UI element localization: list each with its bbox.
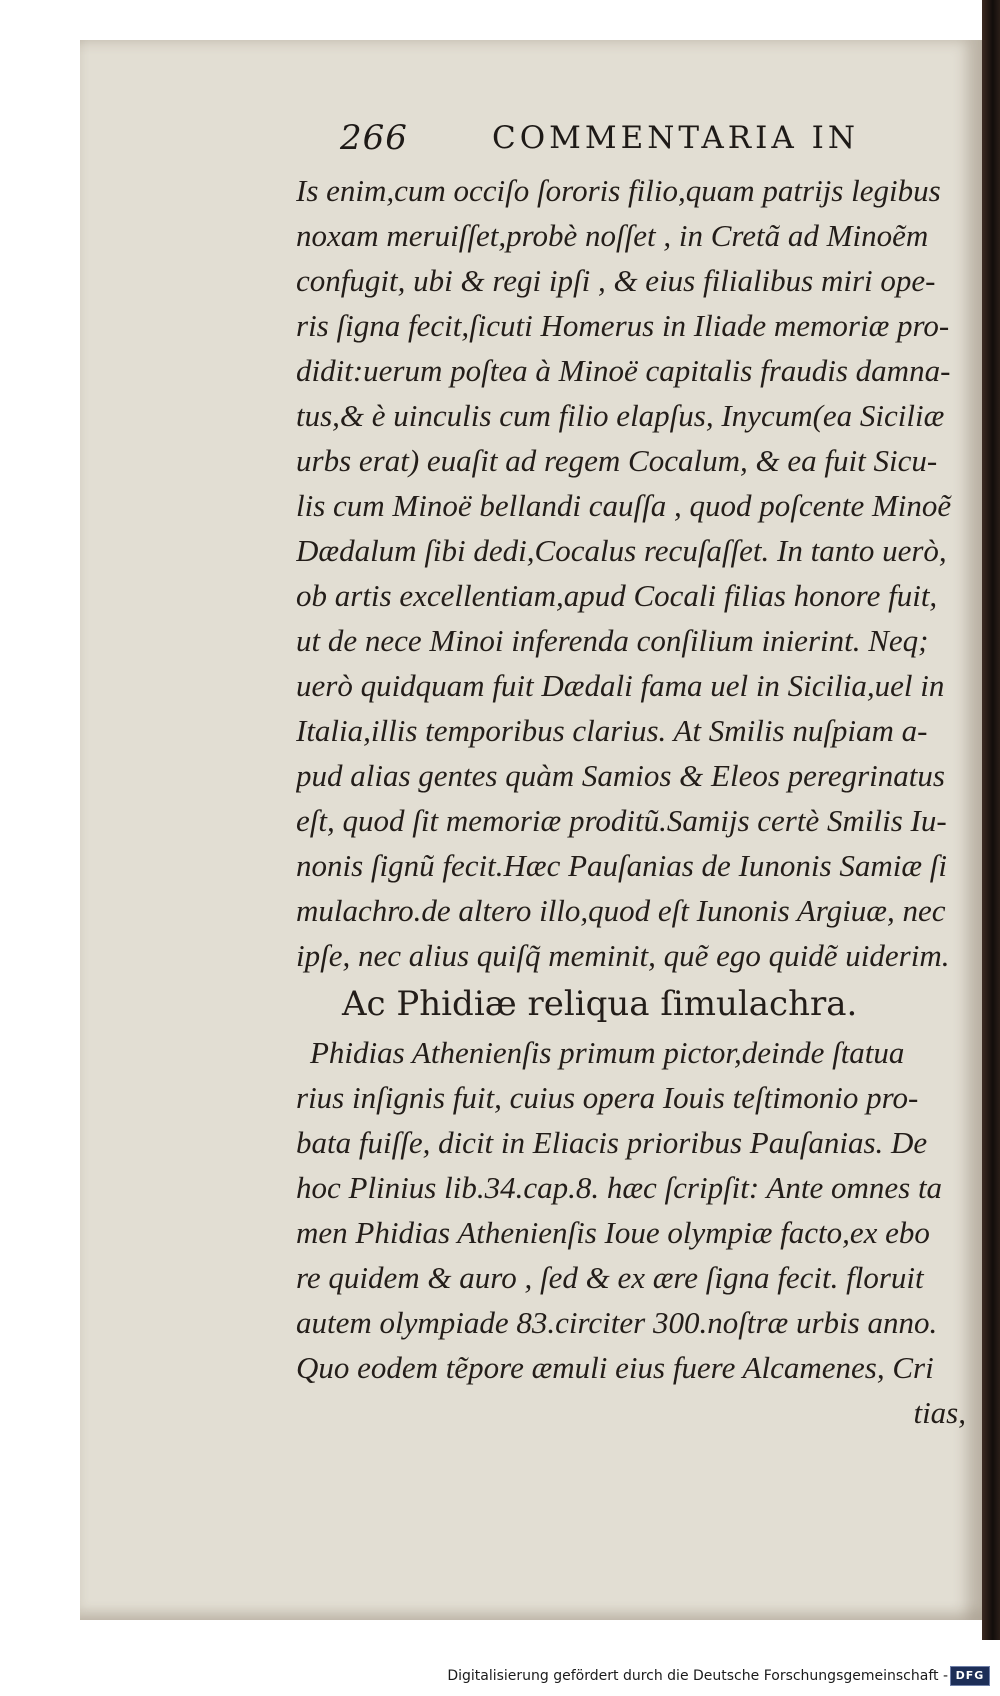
text-line: pud alias gentes quàm Samios & Eleos peregrinatus (296, 758, 945, 793)
text-line: noxam meruiſſet,probè noſſet , in Cretã ad Minoẽm (296, 218, 929, 253)
text-line: Is enim,cum occiſo ſororis filio,quam patrijs legibus (296, 173, 941, 208)
text-line: tus,& è uinculis cum filio elapſus, Inycum(ea Siciliæ (296, 398, 945, 433)
text-line: confugit, ubi & regi ipſi , & eius filialibus miri ope- (296, 263, 936, 298)
book-spine (982, 0, 1000, 1640)
text-line: didit:uerum poſtea à Minoë capitalis fraudis damna- (296, 353, 951, 388)
text-line: ob artis excellentiam,apud Cocali filias honore fuit, (296, 578, 938, 613)
text-line: ipſe, nec alius quiſq̃ meminit, quẽ ego quidẽ uiderim. (296, 938, 950, 973)
text-line: Italia,illis temporibus clarius. At Smilis nuſpiam a- (296, 713, 928, 748)
text-line: rius inſignis fuit, cuius opera Iouis teſtimonio pro- (296, 1080, 919, 1115)
text-line: Phidias Athenienſis primum pictor,deinde ſtatua (310, 1035, 905, 1070)
running-title: COMMENTARIA IN (492, 120, 859, 156)
text-line: ut de nece Minoi inferenda conſilium inierint. Neq; (296, 623, 929, 658)
text-line: Quo eodem tẽpore æmuli eius fuere Alcamenes, Cri (296, 1350, 934, 1385)
text-line: eſt, quod ſit memoriæ proditũ.Samijs certè Smilis Iu- (296, 803, 947, 838)
text-line: hoc Plinius lib.34.cap.8. hæc ſcripſit: Ante omnes ta (296, 1170, 943, 1205)
text-line: uerò quidquam fuit Dædali fama uel in Sicilia,uel in (296, 668, 945, 703)
page-header (255, 108, 935, 168)
section-heading: Ac Phidiæ reliqua ſimulachra. (342, 984, 858, 1024)
text-line: ris ſigna fecit,ſicuti Homerus in Iliade memoriæ pro- (296, 308, 950, 343)
text-line: mulachro.de altero illo,quod eſt Iunonis Argiuæ, nec (296, 893, 946, 928)
text-line: urbs erat) euaſit ad regem Cocalum, & ea fuit Sicu- (296, 443, 938, 478)
funding-credit: Digitalisierung gefördert durch die Deutsche Forschungsgemeinschaft - (447, 1668, 948, 1684)
digitization-footer (0, 1656, 1000, 1696)
text-block (296, 168, 974, 1435)
dfg-logo: DFG (950, 1666, 990, 1686)
text-line: men Phidias Athenienſis Ioue olympiæ facto,ex ebo (296, 1215, 930, 1250)
text-line: re quidem & auro , ſed & ex ære ſigna fecit. floruit (296, 1260, 924, 1295)
text-line: bata fuiſſe, dicit in Eliacis prioribus Pauſanias. De (296, 1125, 928, 1160)
catchword: tias, (913, 1395, 966, 1430)
page-number: 266 (340, 118, 408, 158)
text-line: Dædalum ſibi dedi,Cocalus recuſaſſet. In tanto uerò, (296, 533, 947, 568)
text-line: autem olympiade 83.circiter 300.noſtræ urbis anno. (296, 1305, 938, 1340)
text-line: nonis ſignũ fecit.Hæc Pauſanias de Iunonis Samiæ ſi (296, 848, 947, 883)
text-line: lis cum Minoë bellandi cauſſa , quod poſcente Minoẽ (296, 488, 952, 523)
